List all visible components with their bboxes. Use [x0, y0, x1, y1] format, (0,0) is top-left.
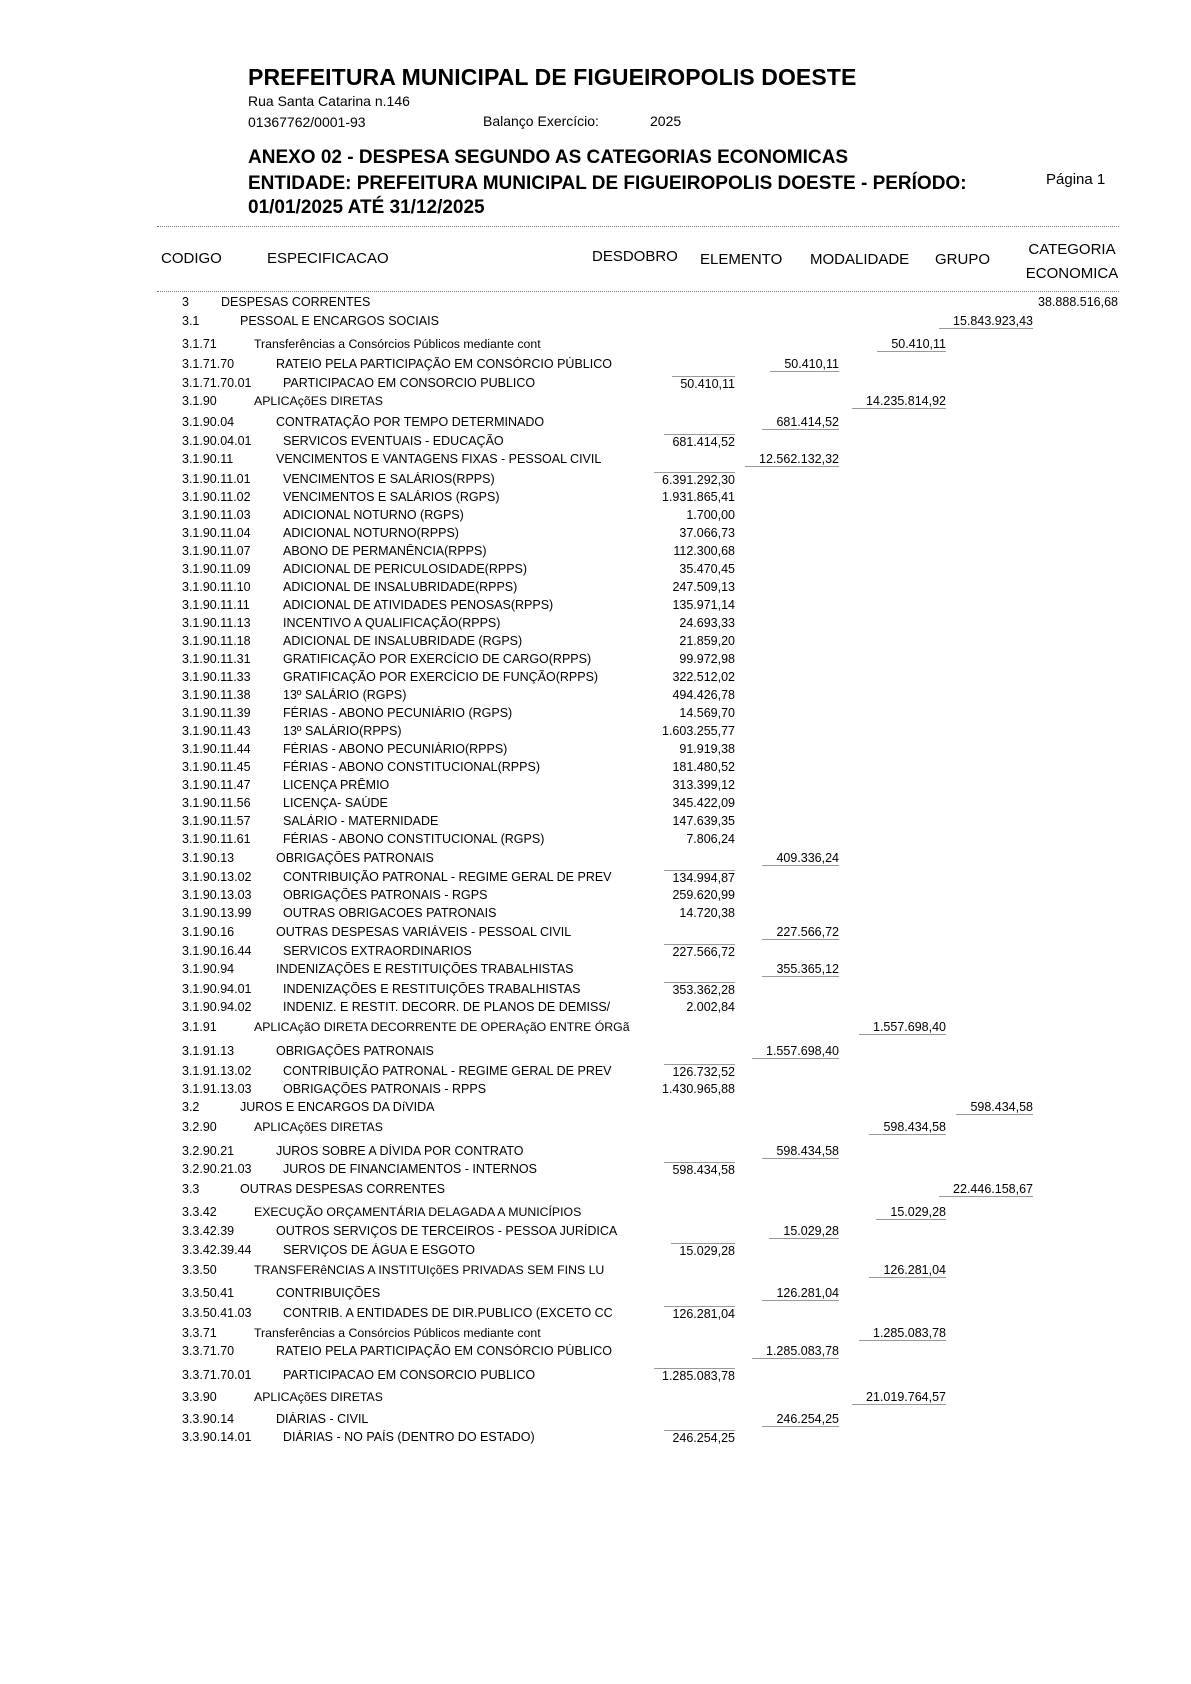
- col-elemento: ELEMENTO: [700, 251, 783, 268]
- table-row: [0, 760, 1191, 778]
- row-code: 3.3.90.14: [182, 1412, 235, 1426]
- table-row: [0, 1243, 1191, 1261]
- row-value-desdobro: 99.972,98: [679, 652, 735, 666]
- entidade-line: ENTIDADE: PREFEITURA MUNICIPAL DE FIGUEIROPOLIS DOESTE - PERÍODO:: [248, 173, 967, 194]
- table-row: [0, 796, 1191, 814]
- table-row: [0, 616, 1191, 634]
- row-value-desdobro: 2.002,84: [686, 1000, 735, 1014]
- row-value-modalidade: 15.029,28: [876, 1205, 946, 1220]
- row-code: 3.2: [182, 1100, 200, 1114]
- row-code: 3.3: [182, 1182, 200, 1196]
- table-row: [0, 1390, 1191, 1408]
- row-description: PESSOAL E ENCARGOS SOCIAIS: [240, 314, 439, 328]
- table-row: [0, 295, 1191, 313]
- row-description: LICENÇA PRÊMIO: [283, 778, 390, 792]
- row-description: OUTRAS DESPESAS CORRENTES: [240, 1182, 445, 1196]
- row-description: RATEIO PELA PARTICIPAÇÃO EM CONSÓRCIO PÚBLICO: [276, 1344, 612, 1358]
- table-row: [0, 1430, 1191, 1448]
- table-row: [0, 1064, 1191, 1082]
- row-description: APLICAçõES DIRETAS: [254, 1390, 383, 1404]
- row-description: ABONO DE PERMANÊNCIA(RPPS): [283, 544, 487, 558]
- table-row: [0, 724, 1191, 742]
- table-row: [0, 452, 1191, 470]
- row-description: FÉRIAS - ABONO CONSTITUCIONAL(RPPS): [283, 760, 540, 774]
- row-description: DIÁRIAS - CIVIL: [276, 1412, 369, 1426]
- row-value-desdobro: 37.066,73: [679, 526, 735, 540]
- row-description: INDENIZ. E RESTIT. DECORR. DE PLANOS DE DEMISS/: [283, 1000, 611, 1014]
- col-codigo: CODIGO: [161, 250, 222, 267]
- row-value-elemento: 598.434,58: [762, 1144, 839, 1159]
- row-value-desdobro: 15.029,28: [671, 1243, 735, 1258]
- row-code: 3.1.90.94: [182, 962, 235, 976]
- row-code: 3.1.91.13.02: [182, 1064, 252, 1078]
- row-description: 13º SALÁRIO (RGPS): [283, 688, 407, 702]
- col-desdobro: DESDOBRO: [592, 248, 678, 265]
- row-description: PARTICIPACAO EM CONSORCIO PUBLICO: [283, 376, 536, 390]
- row-code: 3.1.90.11.39: [182, 706, 251, 720]
- col-grupo: GRUPO: [935, 251, 991, 268]
- col-categoria-line1: CATEGORIA: [1028, 241, 1116, 258]
- row-code: 3.1.90.11.56: [182, 796, 251, 810]
- row-code: 3: [182, 295, 189, 309]
- periodo-line: 01/01/2025 ATÉ 31/12/2025: [248, 197, 485, 218]
- table-row: [0, 1082, 1191, 1100]
- row-value-desdobro: 50.410,11: [672, 376, 735, 391]
- table-row: [0, 544, 1191, 562]
- table-row: [0, 314, 1191, 332]
- table-row: [0, 1020, 1191, 1038]
- row-description: DESPESAS CORRENTES: [221, 295, 371, 309]
- row-value-grupo: 15.843.923,43: [939, 314, 1033, 329]
- row-description: INCENTIVO A QUALIFICAÇÃO(RPPS): [283, 616, 501, 630]
- row-value-modalidade: 1.285.083,78: [859, 1326, 946, 1341]
- row-code: 3.1.90.11.07: [182, 544, 251, 558]
- row-description: JUROS SOBRE A DÍVIDA POR CONTRATO: [276, 1144, 524, 1158]
- row-value-desdobro: 1.285.083,78: [654, 1368, 735, 1383]
- row-description: VENCIMENTOS E SALÁRIOS (RGPS): [283, 490, 500, 504]
- row-code: 3.3.42.39.44: [182, 1243, 252, 1257]
- table-row: [0, 415, 1191, 433]
- row-description: ADICIONAL NOTURNO(RPPS): [283, 526, 459, 540]
- row-code: 3.1.90.11.10: [182, 580, 251, 594]
- table-row: [0, 1224, 1191, 1242]
- row-value-desdobro: 21.859,20: [679, 634, 735, 648]
- table-row: [0, 598, 1191, 616]
- row-description: VENCIMENTOS E SALÁRIOS(RPPS): [283, 472, 495, 486]
- row-code: 3.1.90.11.03: [182, 508, 251, 522]
- row-value-modalidade: 1.557.698,40: [859, 1020, 946, 1035]
- table-row: [0, 1100, 1191, 1118]
- row-value-desdobro: 1.700,00: [686, 508, 735, 522]
- table-row: [0, 394, 1191, 412]
- row-value-desdobro: 322.512,02: [672, 670, 735, 684]
- row-value-elemento: 246.254,25: [762, 1412, 839, 1427]
- row-value-elemento: 15.029,28: [769, 1224, 839, 1239]
- row-description: APLICAçãO DIRETA DECORRENTE DE OPERAçãO ENTRE ÓRGã: [254, 1020, 630, 1034]
- row-description: ADICIONAL DE INSALUBRIDADE (RGPS): [283, 634, 523, 648]
- table-row: [0, 944, 1191, 962]
- table-row: [0, 832, 1191, 850]
- row-description: OBRIGAÇÕES PATRONAIS - RGPS: [283, 888, 488, 902]
- row-code: 3.1.71.70: [182, 357, 235, 371]
- row-description: CONTRIBUIÇÃO PATRONAL - REGIME GERAL DE PREV: [283, 870, 612, 884]
- table-row: [0, 1144, 1191, 1162]
- row-description: OUTROS SERVIÇOS DE TERCEIROS - PESSOA JURÍDICA: [276, 1224, 618, 1238]
- table-row: [0, 925, 1191, 943]
- columns-divider: [157, 291, 1119, 292]
- col-especificacao: ESPECIFICACAO: [267, 250, 389, 267]
- table-row: [0, 357, 1191, 375]
- row-code: 3.1.90: [182, 394, 217, 408]
- table-row: [0, 962, 1191, 980]
- row-code: 3.1.90.11.31: [182, 652, 251, 666]
- row-code: 3.1.90.04.01: [182, 434, 252, 448]
- table-row: [0, 1368, 1191, 1386]
- row-value-desdobro: 313.399,12: [672, 778, 735, 792]
- row-code: 3.1.90.94.02: [182, 1000, 252, 1014]
- row-description: OUTRAS OBRIGACOES PATRONAIS: [283, 906, 497, 920]
- row-code: 3.2.90.21: [182, 1144, 235, 1158]
- row-value-grupo: 22.446.158,67: [939, 1182, 1033, 1197]
- row-value-desdobro: 147.639,35: [672, 814, 735, 828]
- row-code: 3.3.90: [182, 1390, 217, 1404]
- table-row: [0, 906, 1191, 924]
- row-value-desdobro: 134.994,87: [664, 870, 735, 885]
- row-code: 3.3.71: [182, 1326, 217, 1340]
- row-value-desdobro: 24.693,33: [679, 616, 735, 630]
- row-value-elemento: 1.557.698,40: [752, 1044, 839, 1059]
- col-modalidade: MODALIDADE: [810, 251, 910, 268]
- row-description: FÉRIAS - ABONO PECUNIÁRIO (RGPS): [283, 706, 513, 720]
- row-code: 3.1.90.11.43: [182, 724, 251, 738]
- row-description: RATEIO PELA PARTICIPAÇÃO EM CONSÓRCIO PÚBLICO: [276, 357, 612, 371]
- row-code: 3.1.90.11: [182, 452, 234, 466]
- table-row: [0, 1120, 1191, 1138]
- row-value-desdobro: 126.732,52: [664, 1064, 735, 1079]
- row-value-elemento: 1.285.083,78: [752, 1344, 839, 1359]
- row-value-desdobro: 135.971,14: [672, 598, 735, 612]
- table-row: [0, 1306, 1191, 1324]
- row-description: ADICIONAL DE ATIVIDADES PENOSAS(RPPS): [283, 598, 554, 612]
- row-code: 3.1.91: [182, 1020, 217, 1034]
- balanco-label: Balanço Exercício:: [483, 113, 599, 129]
- row-description: OBRIGAÇÕES PATRONAIS - RPPS: [283, 1082, 487, 1096]
- row-code: 3.3.50.41: [182, 1286, 235, 1300]
- row-value-desdobro: 1.931.865,41: [662, 490, 735, 504]
- row-value-elemento: 50.410,11: [770, 357, 839, 372]
- row-code: 3.3.71.70.01: [182, 1368, 252, 1382]
- row-description: EXECUÇÃO ORÇAMENTÁRIA DELAGADA A MUNICÍPIOS: [254, 1205, 582, 1219]
- row-code: 3.2.90: [182, 1120, 217, 1134]
- row-code: 3.1.90.16: [182, 925, 235, 939]
- row-code: 3.1.90.11.57: [182, 814, 251, 828]
- row-description: SERVICOS EVENTUAIS - EDUCAÇÃO: [283, 434, 504, 448]
- row-code: 3.1.90.13.02: [182, 870, 252, 884]
- table-row: [0, 508, 1191, 526]
- row-value-desdobro: 246.254,25: [664, 1430, 735, 1445]
- row-code: 3.1.90.11.04: [182, 526, 251, 540]
- row-description: CONTRIBUIÇÃO PATRONAL - REGIME GERAL DE PREV: [283, 1064, 612, 1078]
- row-value-desdobro: 247.509,13: [672, 580, 735, 594]
- row-value-desdobro: 14.569,70: [679, 706, 735, 720]
- row-value-desdobro: 494.426,78: [672, 688, 735, 702]
- row-description: TRANSFERêNCIAS A INSTITUIçõES PRIVADAS SEM FINS LU: [254, 1263, 605, 1277]
- table-row: [0, 562, 1191, 580]
- report-title: PREFEITURA MUNICIPAL DE FIGUEIROPOLIS DOESTE: [248, 64, 857, 90]
- row-code: 3.1.71.70.01: [182, 376, 252, 390]
- row-value-elemento: 126.281,04: [762, 1286, 839, 1301]
- row-code: 3.1.90.11.33: [182, 670, 251, 684]
- row-description: OBRIGAÇÕES PATRONAIS: [276, 1044, 434, 1058]
- table-row: [0, 1412, 1191, 1430]
- row-code: 3.1.90.11.13: [182, 616, 251, 630]
- header-divider: [157, 226, 1119, 227]
- row-value-desdobro: 259.620,99: [672, 888, 735, 902]
- row-description: JUROS E ENCARGOS DA DíVIDA: [240, 1100, 435, 1114]
- table-row: [0, 526, 1191, 544]
- address: Rua Santa Catarina n.146: [248, 93, 410, 109]
- row-code: 3.3.50.41.03: [182, 1306, 252, 1320]
- row-description: CONTRATAÇÃO POR TEMPO DETERMINADO: [276, 415, 545, 429]
- row-description: OUTRAS DESPESAS VARIÁVEIS - PESSOAL CIVIL: [276, 925, 572, 939]
- row-description: APLICAçõES DIRETAS: [254, 1120, 383, 1134]
- table-row: [0, 742, 1191, 760]
- table-row: [0, 652, 1191, 670]
- row-code: 3.1.90.11.38: [182, 688, 251, 702]
- table-row: [0, 851, 1191, 869]
- row-description: Transferências a Consórcios Públicos mediante cont: [254, 1326, 541, 1340]
- row-value-desdobro: 91.919,38: [679, 742, 735, 756]
- row-value-desdobro: 126.281,04: [664, 1306, 735, 1321]
- table-row: [0, 1205, 1191, 1223]
- table-row: [0, 778, 1191, 796]
- row-value-desdobro: 7.806,24: [686, 832, 735, 846]
- row-description: CONTRIB. A ENTIDADES DE DIR.PUBLICO (EXCETO CC: [283, 1306, 613, 1320]
- row-value-elemento: 681.414,52: [762, 415, 839, 430]
- row-description: SALÁRIO - MATERNIDADE: [283, 814, 439, 828]
- row-code: 3.1.90.16.44: [182, 944, 252, 958]
- table-row: [0, 634, 1191, 652]
- row-description: JUROS DE FINANCIAMENTOS - INTERNOS: [283, 1162, 537, 1176]
- row-value-modalidade: 21.019.764,57: [852, 1390, 946, 1405]
- row-code: 3.3.42: [182, 1205, 217, 1219]
- col-categoria-line2: ECONOMICA: [1025, 265, 1119, 282]
- cnpj: 01367762/0001-93: [248, 114, 366, 130]
- table-row: [0, 1162, 1191, 1180]
- row-code: 3.1.90.11.09: [182, 562, 251, 576]
- row-description: INDENIZAÇÕES E RESTITUIÇÕES TRABALHISTAS: [283, 982, 581, 996]
- row-value-modalidade: 14.235.814,92: [852, 394, 946, 409]
- table-row: [0, 670, 1191, 688]
- row-description: OBRIGAÇÕES PATRONAIS: [276, 851, 434, 865]
- row-code: 3.1.90.11.45: [182, 760, 251, 774]
- table-row: [0, 434, 1191, 452]
- row-value-desdobro: 35.470,45: [679, 562, 735, 576]
- row-description: SERVIÇOS DE ÁGUA E ESGOTO: [283, 1243, 475, 1257]
- table-row: [0, 706, 1191, 724]
- page-number: Página 1: [1046, 171, 1106, 188]
- row-description: INDENIZAÇÕES E RESTITUIÇÕES TRABALHISTAS: [276, 962, 574, 976]
- row-value-desdobro: 112.300,68: [673, 544, 735, 558]
- table-row: [0, 580, 1191, 598]
- table-row: [0, 1326, 1191, 1344]
- table-row: [0, 1344, 1191, 1362]
- row-value-desdobro: 227.566,72: [664, 944, 735, 959]
- exercise-year: 2025: [650, 113, 682, 129]
- row-description: ADICIONAL NOTURNO (RGPS): [283, 508, 464, 522]
- table-row: [0, 982, 1191, 1000]
- row-value-categoria: 38.888.516,68: [1038, 295, 1118, 309]
- row-description: APLICAçõES DIRETAS: [254, 394, 383, 408]
- row-value-elemento: 12.562.132,32: [745, 452, 839, 467]
- row-code: 3.1: [182, 314, 200, 328]
- row-description: SERVICOS EXTRAORDINARIOS: [283, 944, 472, 958]
- row-code: 3.3.90.14.01: [182, 1430, 252, 1444]
- table-row: [0, 376, 1191, 394]
- row-value-desdobro: 345.422,09: [672, 796, 735, 810]
- row-value-desdobro: 681.414,52: [664, 434, 735, 449]
- row-description: LICENÇA- SAÚDE: [283, 796, 388, 810]
- row-code: 3.3.42.39: [182, 1224, 235, 1238]
- row-description: Transferências a Consórcios Públicos mediante cont: [254, 337, 541, 351]
- row-code: 3.1.90.11.44: [182, 742, 251, 756]
- row-value-desdobro: 1.430.965,88: [662, 1082, 735, 1096]
- table-row: [0, 1000, 1191, 1018]
- table-row: [0, 1263, 1191, 1281]
- row-value-elemento: 409.336,24: [762, 851, 839, 866]
- row-value-grupo: 598.434,58: [956, 1100, 1033, 1115]
- table-row: [0, 814, 1191, 832]
- row-code: 3.1.90.11.47: [182, 778, 251, 792]
- row-value-elemento: 227.566,72: [762, 925, 839, 940]
- row-code: 3.1.71: [182, 337, 217, 351]
- row-code: 3.1.90.13.99: [182, 906, 252, 920]
- row-description: GRATIFICAÇÃO POR EXERCÍCIO DE CARGO(RPPS): [283, 652, 592, 666]
- row-value-modalidade: 126.281,04: [869, 1263, 946, 1278]
- row-code: 3.1.91.13.03: [182, 1082, 252, 1096]
- row-value-modalidade: 598.434,58: [869, 1120, 946, 1135]
- row-code: 3.1.90.13.03: [182, 888, 252, 902]
- row-description: ADICIONAL DE INSALUBRIDADE(RPPS): [283, 580, 518, 594]
- table-row: [0, 472, 1191, 490]
- row-value-desdobro: 14.720,38: [679, 906, 735, 920]
- row-code: 3.1.90.11.11: [182, 598, 250, 612]
- table-row: [0, 1044, 1191, 1062]
- row-code: 3.1.90.11.61: [182, 832, 251, 846]
- table-row: [0, 337, 1191, 355]
- row-code: 3.1.91.13: [182, 1044, 235, 1058]
- row-code: 3.1.90.11.02: [182, 490, 251, 504]
- row-value-desdobro: 181.480,52: [672, 760, 735, 774]
- row-value-elemento: 355.365,12: [762, 962, 839, 977]
- row-code: 3.3.71.70: [182, 1344, 235, 1358]
- table-row: [0, 490, 1191, 508]
- table-row: [0, 1286, 1191, 1304]
- row-value-desdobro: 598.434,58: [664, 1162, 735, 1177]
- row-value-desdobro: 1.603.255,77: [662, 724, 735, 738]
- row-code: 3.1.90.11.01: [182, 472, 251, 486]
- row-code: 3.1.90.11.18: [182, 634, 251, 648]
- row-code: 3.3.50: [182, 1263, 217, 1277]
- row-value-desdobro: 353.362,28: [664, 982, 735, 997]
- row-description: CONTRIBUIÇÕES: [276, 1286, 381, 1300]
- row-description: PARTICIPACAO EM CONSORCIO PUBLICO: [283, 1368, 536, 1382]
- col-categoria: [1017, 238, 1127, 286]
- row-description: GRATIFICAÇÃO POR EXERCÍCIO DE FUNÇÃO(RPPS): [283, 670, 599, 684]
- row-description: 13º SALÁRIO(RPPS): [283, 724, 402, 738]
- row-code: 3.1.90.13: [182, 851, 235, 865]
- row-code: 3.2.90.21.03: [182, 1162, 252, 1176]
- table-row: [0, 1182, 1191, 1200]
- table-row: [0, 688, 1191, 706]
- row-value-modalidade: 50.410,11: [877, 337, 946, 352]
- row-value-desdobro: 6.391.292,30: [654, 472, 735, 487]
- table-row: [0, 870, 1191, 888]
- row-description: FÉRIAS - ABONO PECUNIÁRIO(RPPS): [283, 742, 508, 756]
- row-description: VENCIMENTOS E VANTAGENS FIXAS - PESSOAL CIVIL: [276, 452, 602, 466]
- table-row: [0, 888, 1191, 906]
- row-code: 3.1.90.04: [182, 415, 235, 429]
- row-description: ADICIONAL DE PERICULOSIDADE(RPPS): [283, 562, 528, 576]
- row-description: FÉRIAS - ABONO CONSTITUCIONAL (RGPS): [283, 832, 545, 846]
- row-code: 3.1.90.94.01: [182, 982, 252, 996]
- anexo-title: ANEXO 02 - DESPESA SEGUNDO AS CATEGORIAS ECONOMICAS: [248, 147, 848, 168]
- row-description: DIÁRIAS - NO PAÍS (DENTRO DO ESTADO): [283, 1430, 535, 1444]
